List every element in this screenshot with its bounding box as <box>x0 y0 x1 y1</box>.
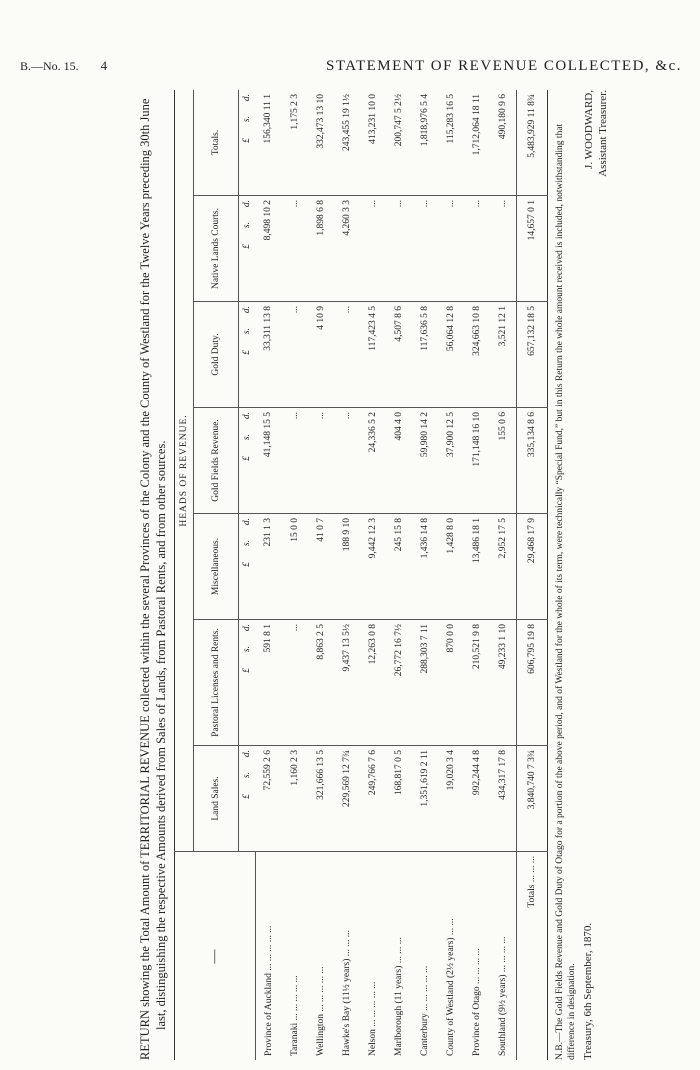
value-cell: 9,442 12 3 <box>360 513 386 619</box>
value-cell: ... <box>282 195 308 301</box>
value-cell: ... <box>360 195 386 301</box>
value-cell: 870 0 0 <box>438 619 464 745</box>
signatory-name: J. WOODWARD, <box>582 90 595 169</box>
units-cell <box>239 746 256 852</box>
table-body <box>255 90 547 1060</box>
value-cell: ... <box>334 301 360 407</box>
value-cell: ... <box>282 407 308 513</box>
unit-symbol: d. <box>242 411 252 420</box>
value-cell: 249,766 7 6 <box>367 750 378 796</box>
value-cell: 324,663 10 8 <box>464 301 490 407</box>
heads-of-revenue-label: HEADS OF REVENUE. <box>175 90 194 852</box>
unit-symbol: £ <box>242 455 252 461</box>
value-cell: 156,340 11 1 <box>255 90 282 195</box>
note: N.B.—The Gold Fields Revenue and Gold Duty of Otago for a portion of the above period, and of Westland for the whole of its term, were technically “Special Fund,” but in this Return the whole amount received is included, notwithstanding that difference in designation. <box>554 123 577 1060</box>
unit-symbol: s. <box>242 645 252 653</box>
value-cell: 413,231 10 0 <box>360 90 386 195</box>
value-cell: 335,134 8 6 <box>516 407 547 513</box>
row-label: Totals ... ... ... <box>516 852 547 1061</box>
table-row <box>490 90 517 1060</box>
value-cell: 210,521 9 8 <box>464 619 490 745</box>
value-cell: ... <box>308 407 334 513</box>
unit-symbol: £ <box>242 667 252 673</box>
unit-symbol: s. <box>242 772 252 779</box>
unit-symbol: s. <box>242 433 252 441</box>
value-cell: ... <box>490 195 517 301</box>
value-cell: 37,900 12 5 <box>438 407 464 513</box>
value-cell: 13,486 18 1 <box>464 513 490 619</box>
value-cell: 117,636 5 8 <box>412 301 438 407</box>
row-label: County of Westland (2½ years) ... ... <box>438 852 464 1061</box>
column-header: Gold Duty. <box>194 301 239 407</box>
page-title: STATEMENT OF REVENUE COLLECTED, &c. <box>325 57 682 74</box>
unit-symbol: £ <box>242 794 252 799</box>
row-label: Canterbury ... ... ... ... ... <box>412 852 438 1061</box>
unit-symbol: d. <box>242 305 252 314</box>
value-cell: ... <box>412 195 438 301</box>
value-cell: 1,436 14 8 <box>412 513 438 619</box>
row-label: Nelson ... ... ... ... ... <box>360 852 386 1061</box>
value-cell: 26,772 16 7½ <box>386 619 412 745</box>
units-cell <box>239 90 256 195</box>
value-cell: 4 10 9 <box>308 301 334 407</box>
unit-symbol: s. <box>242 539 252 547</box>
value-cell: 434,317 17 8 <box>497 750 508 800</box>
value-cell: 14,657 0 1 <box>516 195 547 301</box>
unit-symbol: s. <box>242 116 252 123</box>
units-cell <box>239 513 256 619</box>
page-header <box>20 55 682 77</box>
unit-symbol: £ <box>242 561 252 567</box>
unit-symbol: d. <box>242 94 252 102</box>
row-label: Marlborough (11 years) ... ... ... <box>386 852 412 1061</box>
value-cell: 404 4 0 <box>386 407 412 513</box>
signature-block <box>582 90 610 177</box>
value-cell: 171,148 16 10 <box>464 407 490 513</box>
unit-symbol: s. <box>242 221 252 229</box>
value-cell: 8,863 2 5 <box>308 619 334 745</box>
value-cell: 4,507 8 6 <box>386 301 412 407</box>
value-cell: 24,336 5 2 <box>360 407 386 513</box>
value-cell: 8,498 10 2 <box>255 195 282 301</box>
value-cell: 288,303 7 11 <box>412 619 438 745</box>
return-title: RETURN showing the Total Amount of TERRITORIAL REVENUE collected within the several Provinces of the Colony and the County of Westland for the Twelve Years preceding 30th June last, distinguishing the respective Amounts derived from Sales of Lands, from Pastoral Rents, and from other sources. <box>138 98 168 1060</box>
value-cell: 3,840,740 7 3¾ <box>516 746 547 852</box>
value-cell: 12,263 0 8 <box>360 619 386 745</box>
value-cell: 992,244 4 8 <box>471 750 482 796</box>
value-cell: 1,160 2 3 <box>289 750 300 786</box>
value-cell: 188 9 10 <box>334 513 360 619</box>
value-cell: 1,898 6 8 <box>308 195 334 301</box>
table-row <box>255 90 282 1060</box>
row-label: Taranaki ... ... ... ... ... <box>282 852 308 1061</box>
unit-symbol: d. <box>242 517 252 526</box>
value-cell: 591 8 1 <box>255 619 282 745</box>
table-row <box>360 90 386 1060</box>
unit-symbol: £ <box>242 138 252 143</box>
value-cell: 155 0 6 <box>490 407 517 513</box>
value-cell: 245 15 8 <box>386 513 412 619</box>
value-cell: 56,064 12 8 <box>438 301 464 407</box>
value-cell: 1,351,619 2 11 <box>419 750 430 807</box>
column-header: Gold Fields Revenue. <box>194 407 239 513</box>
value-cell: 72,559 2 6 <box>263 750 274 791</box>
value-cell: 33,311 13 8 <box>255 301 282 407</box>
column-header: Native Lands Courts. <box>194 195 239 301</box>
value-cell: ... <box>282 301 308 407</box>
value-cell: ... <box>282 619 308 745</box>
unit-symbol: s. <box>242 327 252 335</box>
value-cell: ... <box>438 195 464 301</box>
unit-symbol: £ <box>242 243 252 249</box>
column-header: Miscellaneous. <box>194 513 239 619</box>
row-label: Southland (9½ years) ... ... ... ... <box>490 852 517 1061</box>
value-cell: 231 1 3 <box>255 513 282 619</box>
units-cell <box>239 619 256 745</box>
rotated-return <box>137 90 609 1060</box>
value-cell: ... <box>334 407 360 513</box>
units-cell <box>239 195 256 301</box>
table-row <box>334 90 360 1060</box>
page-number: 4 <box>100 58 108 73</box>
value-cell: 9,437 13 5½ <box>334 619 360 745</box>
value-cell: 490,180 9 6 <box>490 90 517 195</box>
table-row <box>386 90 412 1060</box>
units-cell <box>239 301 256 407</box>
row-label: Province of Otago ... ... ... ... <box>464 852 490 1061</box>
value-cell: 4,260 3 3 <box>334 195 360 301</box>
table-row <box>412 90 438 1060</box>
footer <box>582 90 610 1060</box>
value-cell: 1,175 2 3 <box>282 90 308 195</box>
value-cell: 243,455 19 1½ <box>334 90 360 195</box>
value-cell: 1,428 8 0 <box>438 513 464 619</box>
unit-symbol: £ <box>242 349 252 355</box>
table-row <box>282 90 308 1060</box>
value-cell: 1,818,976 5 4 <box>412 90 438 195</box>
value-cell: 49,233 1 10 <box>490 619 517 745</box>
value-cell: 41 0 7 <box>308 513 334 619</box>
value-cell: 41,148 15 5 <box>255 407 282 513</box>
value-cell: 115,283 16 5 <box>438 90 464 195</box>
value-cell: 19,020 3 4 <box>445 750 456 791</box>
value-cell: 200,747 5 2½ <box>386 90 412 195</box>
table-row <box>464 90 490 1060</box>
value-cell: 657,132 18 5 <box>516 301 547 407</box>
value-cell: 321,666 13 5 <box>315 750 326 800</box>
column-header: Pastoral Licenses and Rents. <box>194 619 239 745</box>
signatory-title: Assistant Treasurer. <box>596 90 609 177</box>
revenue-table <box>174 90 548 1060</box>
totals-row <box>516 90 547 1060</box>
value-cell: 59,980 14 2 <box>412 407 438 513</box>
value-cell: 5,483,929 11 8¾ <box>516 90 547 195</box>
table-row <box>438 90 464 1060</box>
value-cell: 15 0 0 <box>282 513 308 619</box>
unit-symbol: d. <box>242 750 252 758</box>
units-cell <box>239 407 256 513</box>
place-date: Treasury, 6th September, 1870. <box>581 922 594 1060</box>
value-cell: 168,817 0 5 <box>393 750 404 796</box>
row-label: Hawke's Bay (11½ years) ... ... ... <box>334 852 360 1061</box>
document-number: B.—No. 15. <box>20 58 79 73</box>
value-cell: 2,952 17 5 <box>490 513 517 619</box>
column-header: Land Sales. <box>194 746 239 852</box>
value-cell: ... <box>464 195 490 301</box>
column-header: Totals. <box>194 90 239 195</box>
value-cell: 606,795 19 8 <box>516 619 547 745</box>
unit-symbol: d. <box>242 199 252 208</box>
value-cell: 332,473 13 10 <box>308 90 334 195</box>
label-column-header: — <box>175 852 256 1061</box>
value-cell: 117,423 4 5 <box>360 301 386 407</box>
value-cell: ... <box>386 195 412 301</box>
row-label: Wellington ... ... ... ... ... <box>308 852 334 1061</box>
value-cell: 3,521 12 1 <box>490 301 517 407</box>
row-label: Province of Auckland ... ... ... ... ... <box>255 852 282 1061</box>
table-row <box>308 90 334 1060</box>
value-cell: 229,569 12 7¾ <box>341 750 352 807</box>
value-cell: 1,712,064 18 11 <box>464 90 490 195</box>
unit-symbol: d. <box>242 623 252 632</box>
value-cell: 29,468 17 9 <box>516 513 547 619</box>
